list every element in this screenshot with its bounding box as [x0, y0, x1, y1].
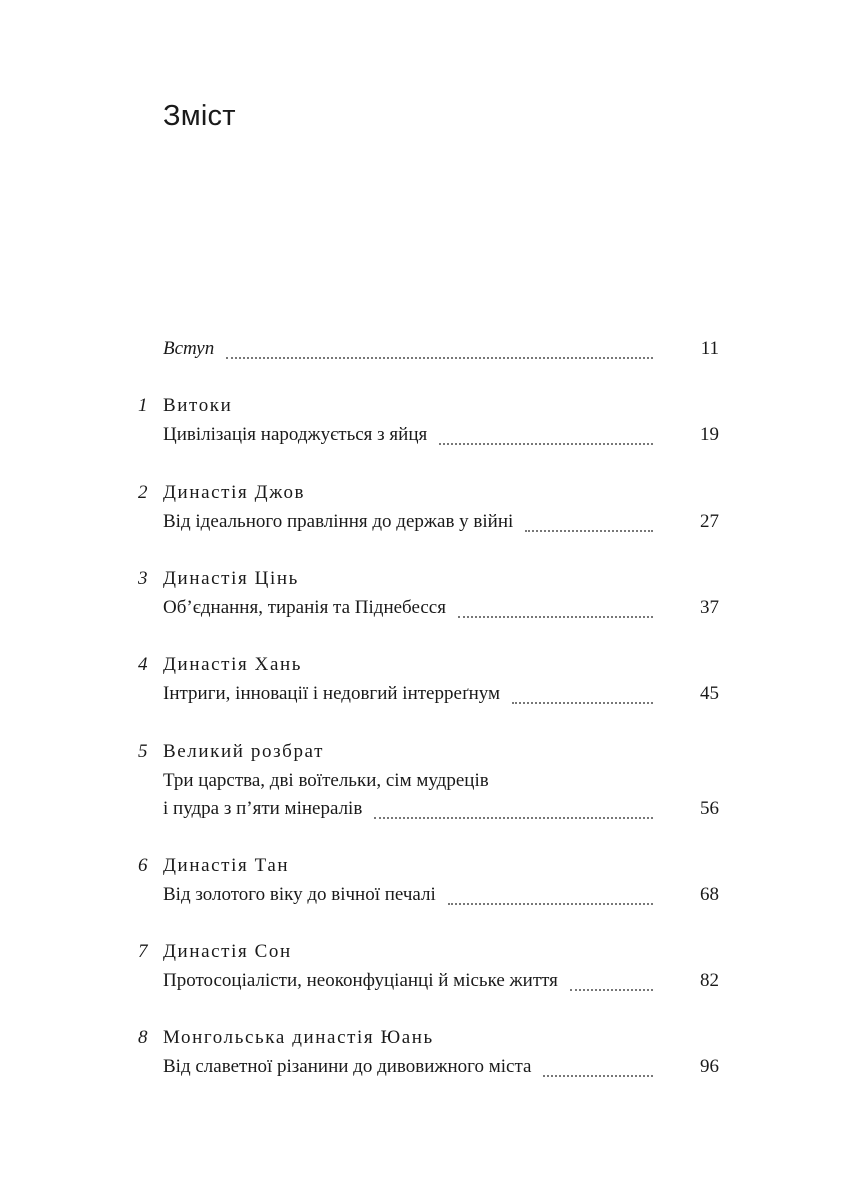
chapter-number: 3 — [138, 568, 148, 589]
chapter-title: Династія Джов — [163, 482, 306, 503]
toc-entry-intro — [163, 338, 719, 368]
chapter-title: Витоки — [163, 395, 233, 416]
chapter-heading — [138, 1027, 434, 1057]
toc-entry — [163, 798, 719, 828]
page-number: 56 — [700, 798, 719, 819]
chapter-subtitle: Цивілізація народжується з яйця — [163, 424, 428, 445]
dot-leader — [543, 1075, 653, 1077]
dot-leader — [570, 989, 653, 991]
page-number: 68 — [700, 884, 719, 905]
dot-leader — [512, 702, 653, 704]
dot-leader — [439, 443, 653, 445]
page-number: 96 — [700, 1056, 719, 1077]
chapter-heading — [138, 654, 302, 684]
chapter-subtitle: і пудра з п’яти мінералів — [163, 798, 363, 819]
chapter-number: 4 — [138, 654, 148, 675]
chapter-subtitle: Об’єднання, тиранія та Піднебесся — [163, 597, 446, 618]
toc-entry — [163, 683, 719, 713]
chapter-title: Монгольська династія Юань — [163, 1027, 434, 1048]
chapter-number: 8 — [138, 1027, 148, 1048]
chapter-title: Великий розбрат — [163, 741, 324, 762]
chapter-heading — [138, 482, 305, 512]
chapter-number: 7 — [138, 941, 148, 962]
chapter-title: Династія Тан — [163, 855, 290, 876]
dot-leader — [525, 530, 653, 532]
chapter-subtitle: Протосоціалісти, неоконфуціанці й міське життя — [163, 970, 558, 991]
chapter-title: Династія Сон — [163, 941, 292, 962]
chapter-number: 5 — [138, 741, 148, 762]
toc-entry — [163, 597, 719, 627]
chapter-subtitle: Три царства, дві воїтельки, сім мудреців — [163, 770, 489, 791]
chapter-heading — [138, 855, 289, 885]
page-number: 11 — [700, 338, 719, 359]
chapter-number: 2 — [138, 482, 148, 503]
page-number: 19 — [700, 424, 719, 445]
chapter-heading — [138, 941, 292, 971]
chapter-subtitle: Від славетної різанини до дивовижного міста — [163, 1056, 532, 1077]
dot-leader — [458, 616, 653, 618]
toc-entry — [163, 970, 719, 1000]
toc-entry — [163, 511, 719, 541]
chapter-number: 1 — [138, 395, 148, 416]
page-number: 27 — [700, 511, 719, 532]
chapter-number: 6 — [138, 855, 148, 876]
chapter-heading — [138, 568, 299, 598]
chapter-heading — [138, 395, 232, 425]
page-number: 45 — [700, 683, 719, 704]
toc-entry — [163, 884, 719, 914]
page-number: 37 — [700, 597, 719, 618]
dot-leader — [226, 357, 653, 359]
page-title: Зміст — [163, 100, 236, 132]
chapter-title: Династія Цінь — [163, 568, 299, 589]
chapter-subtitle: Від золотого віку до вічної печалі — [163, 884, 436, 905]
chapter-subtitle: Інтриги, інновації і недовгий інтерреґнум — [163, 683, 501, 704]
chapter-heading — [138, 741, 324, 771]
toc-entry — [163, 1056, 719, 1086]
toc-entry — [163, 424, 719, 454]
dot-leader — [374, 817, 653, 819]
page-number: 82 — [700, 970, 719, 991]
chapter-subtitle: Від ідеального правління до держав у війні — [163, 511, 514, 532]
dot-leader — [448, 903, 653, 905]
toc-entry-label: Вступ — [163, 338, 215, 359]
chapter-title: Династія Хань — [163, 654, 303, 675]
